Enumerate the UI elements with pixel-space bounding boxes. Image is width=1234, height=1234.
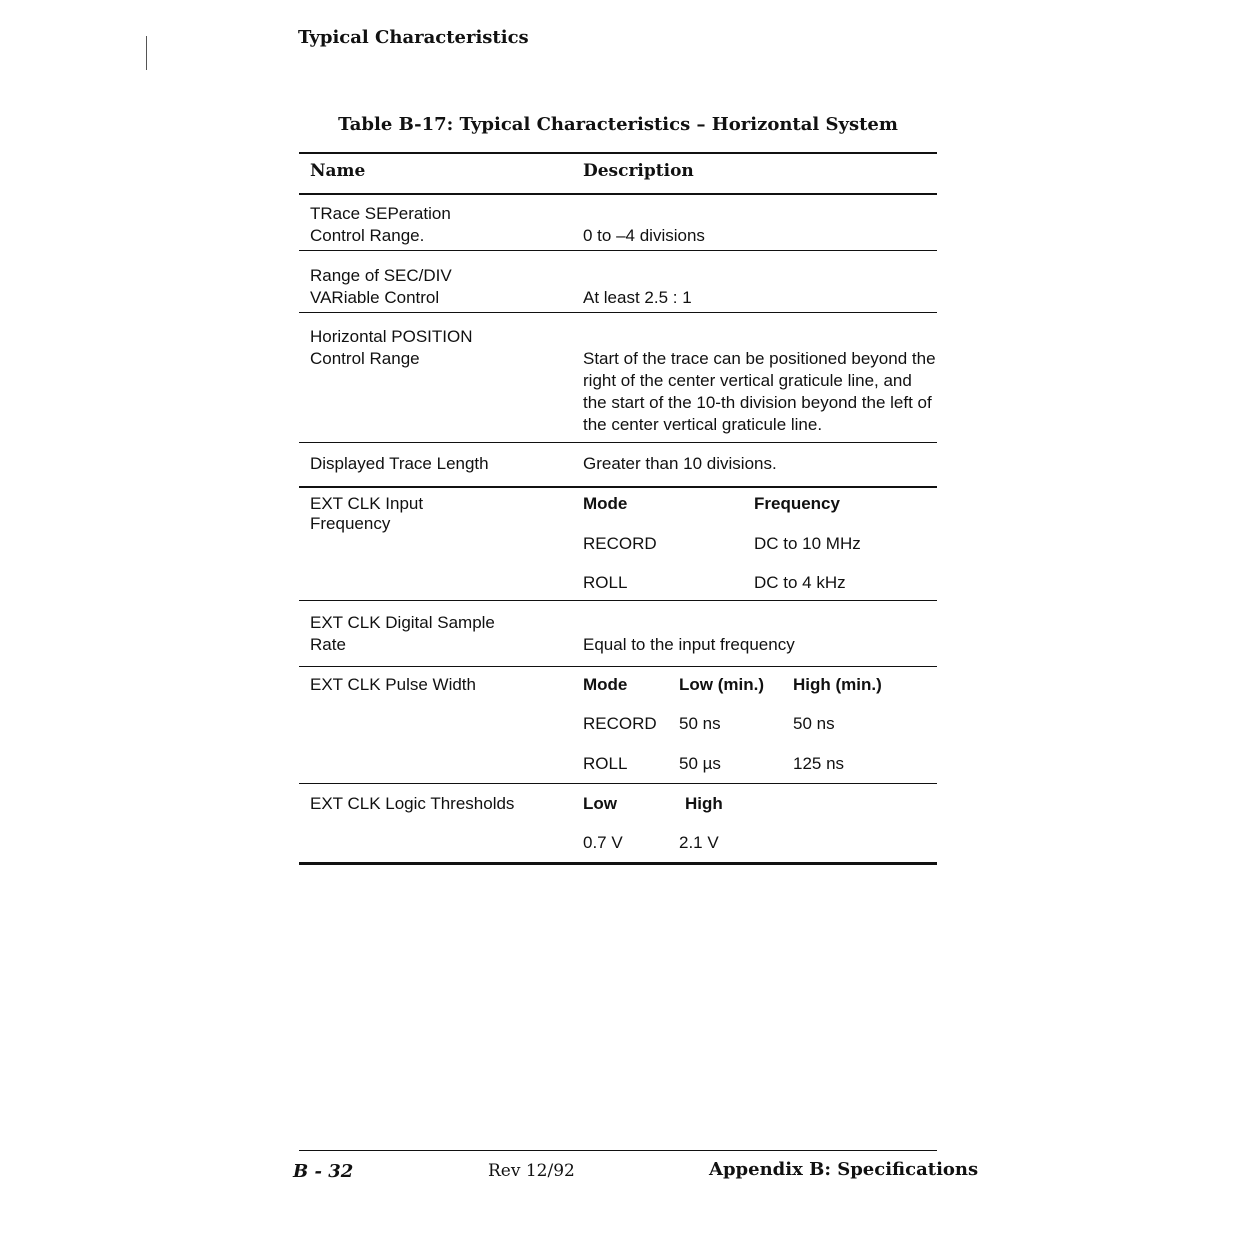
row-rule [299,442,937,443]
row-name-line: VARiable Control [310,288,440,307]
row-description: Greater than 10 divisions. [583,454,777,473]
row-name-line: Displayed Trace Length [310,454,489,473]
row-rule [299,666,937,667]
header-rule [299,193,937,195]
row-name-line: TRace SEPeration [310,204,451,223]
row-description: At least 2.5 : 1 [583,288,692,307]
row-rule [299,600,937,601]
row-description: Equal to the input frequency [583,635,795,654]
table-top-rule [299,152,937,154]
row-description: Start of the trace can be positioned beyond the right of the center vertical graticule line, and the start of the 10-th division beyond the left of the center vertical graticule line. [583,349,936,434]
subtable-cell: ROLL [583,754,628,773]
revision-date: Rev 12/92 [488,1161,575,1181]
row-name-line: Frequency [310,514,391,533]
table-caption: Table B-17: Typical Characteristics – Horizontal System [338,114,898,135]
subtable-cell: 2.1 V [679,833,719,852]
row-description: 0 to –4 divisions [583,226,705,245]
subtable-header: Frequency [754,494,840,513]
subtable-header: Low [583,794,617,813]
row-rule [299,312,937,313]
row-name-line: EXT CLK Input [310,494,424,513]
page-number: B - 32 [293,1161,354,1182]
section-title: Appendix B: Specifications [709,1159,979,1180]
row-name-line: EXT CLK Digital Sample [310,613,495,632]
subtable-header: Mode [583,494,628,513]
footer-rule [299,1150,937,1151]
subtable-cell: DC to 10 MHz [754,534,861,553]
subtable-header: High (min.) [793,675,882,694]
row-name-line: Control Range [310,349,420,368]
subtable-header: High [685,794,723,813]
table-bottom-rule [299,862,937,865]
row-name-line: Range of SEC/DIV [310,266,452,285]
subtable-header: Mode [583,675,628,694]
row-rule [299,486,937,488]
subtable-cell: 50 ns [679,714,721,733]
subtable-cell: 50 µs [679,754,721,773]
column-header-description: Description [583,161,694,181]
subtable-cell: ROLL [583,573,628,592]
row-name-line: Horizontal POSITION [310,327,473,346]
row-name-line: EXT CLK Pulse Width [310,675,476,694]
running-header: Typical Characteristics [298,27,529,48]
subtable-cell: DC to 4 kHz [754,573,846,592]
row-name-line: Control Range. [310,226,425,245]
subtable-cell: 125 ns [793,754,845,773]
row-rule [299,783,937,784]
margin-change-bar [146,36,147,70]
column-header-name: Name [310,161,366,181]
row-rule [299,250,937,251]
subtable-cell: RECORD [583,534,657,553]
subtable-header: Low (min.) [679,675,764,694]
subtable-cell: 50 ns [793,714,835,733]
row-name-line: EXT CLK Logic Thresholds [310,794,515,813]
subtable-cell: 0.7 V [583,833,623,852]
subtable-cell: RECORD [583,714,657,733]
row-name-line: Rate [310,635,346,654]
